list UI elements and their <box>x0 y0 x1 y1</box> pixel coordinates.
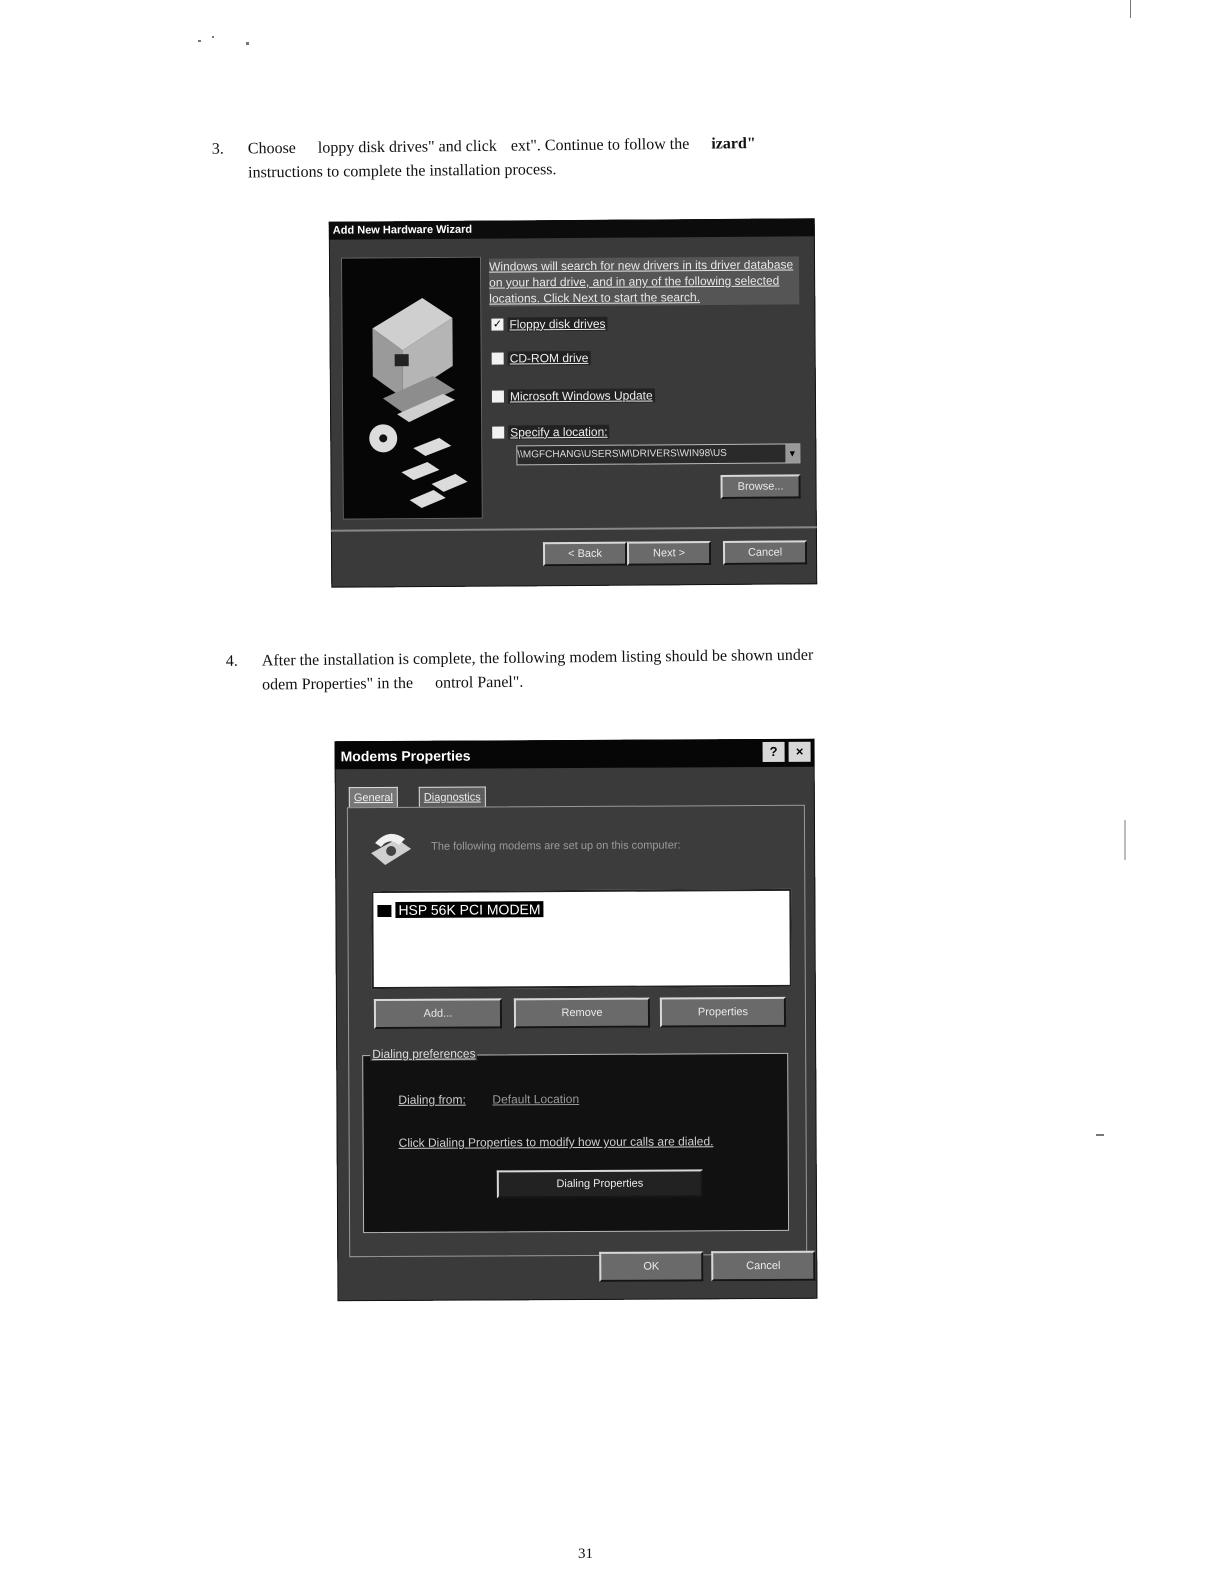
modem-item-label: HSP 56K PCI MODEM <box>395 901 543 918</box>
step-text-line1: After the installation is complete, the following modem listing should be shown under <box>261 646 814 670</box>
wizard-intro-text: Windows will search for new drivers in its driver database on your hard drive, and in any of the following selected locations. Click Next to start the search. <box>489 256 799 306</box>
list-item[interactable] <box>377 900 543 919</box>
remove-button[interactable]: Remove <box>514 998 650 1029</box>
step-text <box>248 132 756 185</box>
cancel-button[interactable]: Cancel <box>711 1251 815 1282</box>
modems-properties-screenshot <box>335 739 818 1302</box>
scan-speck <box>1130 0 1131 18</box>
add-new-hardware-wizard-screenshot <box>329 218 818 587</box>
step-text-next: ext". Continue to follow the <box>510 135 690 155</box>
location-combobox[interactable] <box>516 443 800 465</box>
option-specify-location[interactable] <box>492 424 609 440</box>
step-text-floppy: loppy disk drives" and click <box>317 137 497 157</box>
step-text-choose: Choose <box>247 139 296 158</box>
step-number: 3. <box>211 140 224 158</box>
scan-speck <box>212 36 214 38</box>
close-icon[interactable]: × <box>789 742 811 762</box>
dialing-note: Click Dialing Properties to modify how your calls are dialed. <box>398 1134 714 1150</box>
option-label: CD-ROM drive <box>509 350 589 366</box>
checkbox-checked-icon[interactable]: ✓ <box>492 318 503 331</box>
option-label: Floppy disk drives <box>509 316 606 332</box>
help-icon[interactable]: ? <box>763 742 785 762</box>
step-text-wizard: izard" <box>711 135 756 153</box>
dialing-from-value: Default Location <box>492 1091 580 1107</box>
step-4 <box>226 642 967 702</box>
modems-description: The following modems are set up on this computer: <box>431 839 681 853</box>
tab-diagnostics[interactable]: Diagnostics <box>419 786 486 807</box>
dialing-from-label: Dialing from: <box>398 1092 466 1107</box>
scan-speck <box>198 40 201 42</box>
option-cd-rom-drive[interactable] <box>492 350 591 366</box>
checkbox-icon[interactable] <box>492 426 504 438</box>
window-title: Add New Hardware Wizard <box>329 218 815 239</box>
computer-illustration-icon <box>342 258 482 519</box>
step-text <box>262 644 814 698</box>
scan-speck <box>1096 1134 1104 1136</box>
checkbox-icon[interactable] <box>492 390 504 402</box>
scan-speck <box>1124 820 1126 860</box>
step-text-odem: odem Properties" in the <box>262 674 414 694</box>
step-text-control: ontrol Panel". <box>434 673 524 692</box>
group-title: Dialing preferences <box>372 1046 476 1062</box>
browse-button[interactable]: Browse... <box>721 474 801 499</box>
option-windows-update[interactable] <box>492 387 655 403</box>
properties-button[interactable]: Properties <box>660 997 786 1028</box>
divider <box>331 526 817 531</box>
tab-general[interactable]: General <box>349 787 398 808</box>
modem-list[interactable] <box>371 889 792 989</box>
page-number: 31 <box>578 1546 593 1562</box>
ok-button[interactable]: OK <box>599 1251 703 1282</box>
option-floppy-disk-drives[interactable] <box>491 316 607 332</box>
modem-icon <box>377 905 391 917</box>
location-value: \\MGFCHANG\USERS\M\DRIVERS\WIN98\US <box>517 447 727 461</box>
option-label: Microsoft Windows Update <box>509 388 653 404</box>
cancel-button[interactable]: Cancel <box>723 540 807 565</box>
scan-speck <box>246 42 249 45</box>
dialing-properties-button[interactable]: Dialing Properties <box>497 1169 703 1198</box>
wizard-illustration <box>341 257 483 520</box>
checkbox-icon[interactable] <box>492 352 504 364</box>
step-text-line2: instructions to complete the installation process. <box>248 161 557 182</box>
next-button[interactable]: Next > <box>627 541 711 566</box>
add-button[interactable]: Add... <box>374 998 502 1029</box>
telephone-icon <box>367 829 413 869</box>
dropdown-arrow-icon[interactable]: ▼ <box>785 444 799 462</box>
back-button[interactable]: < Back <box>543 542 627 567</box>
step-number: 4. <box>225 652 238 670</box>
step-3 <box>212 130 933 190</box>
window-title: Modems Properties <box>335 739 815 770</box>
option-label: Specify a location: <box>510 424 608 440</box>
